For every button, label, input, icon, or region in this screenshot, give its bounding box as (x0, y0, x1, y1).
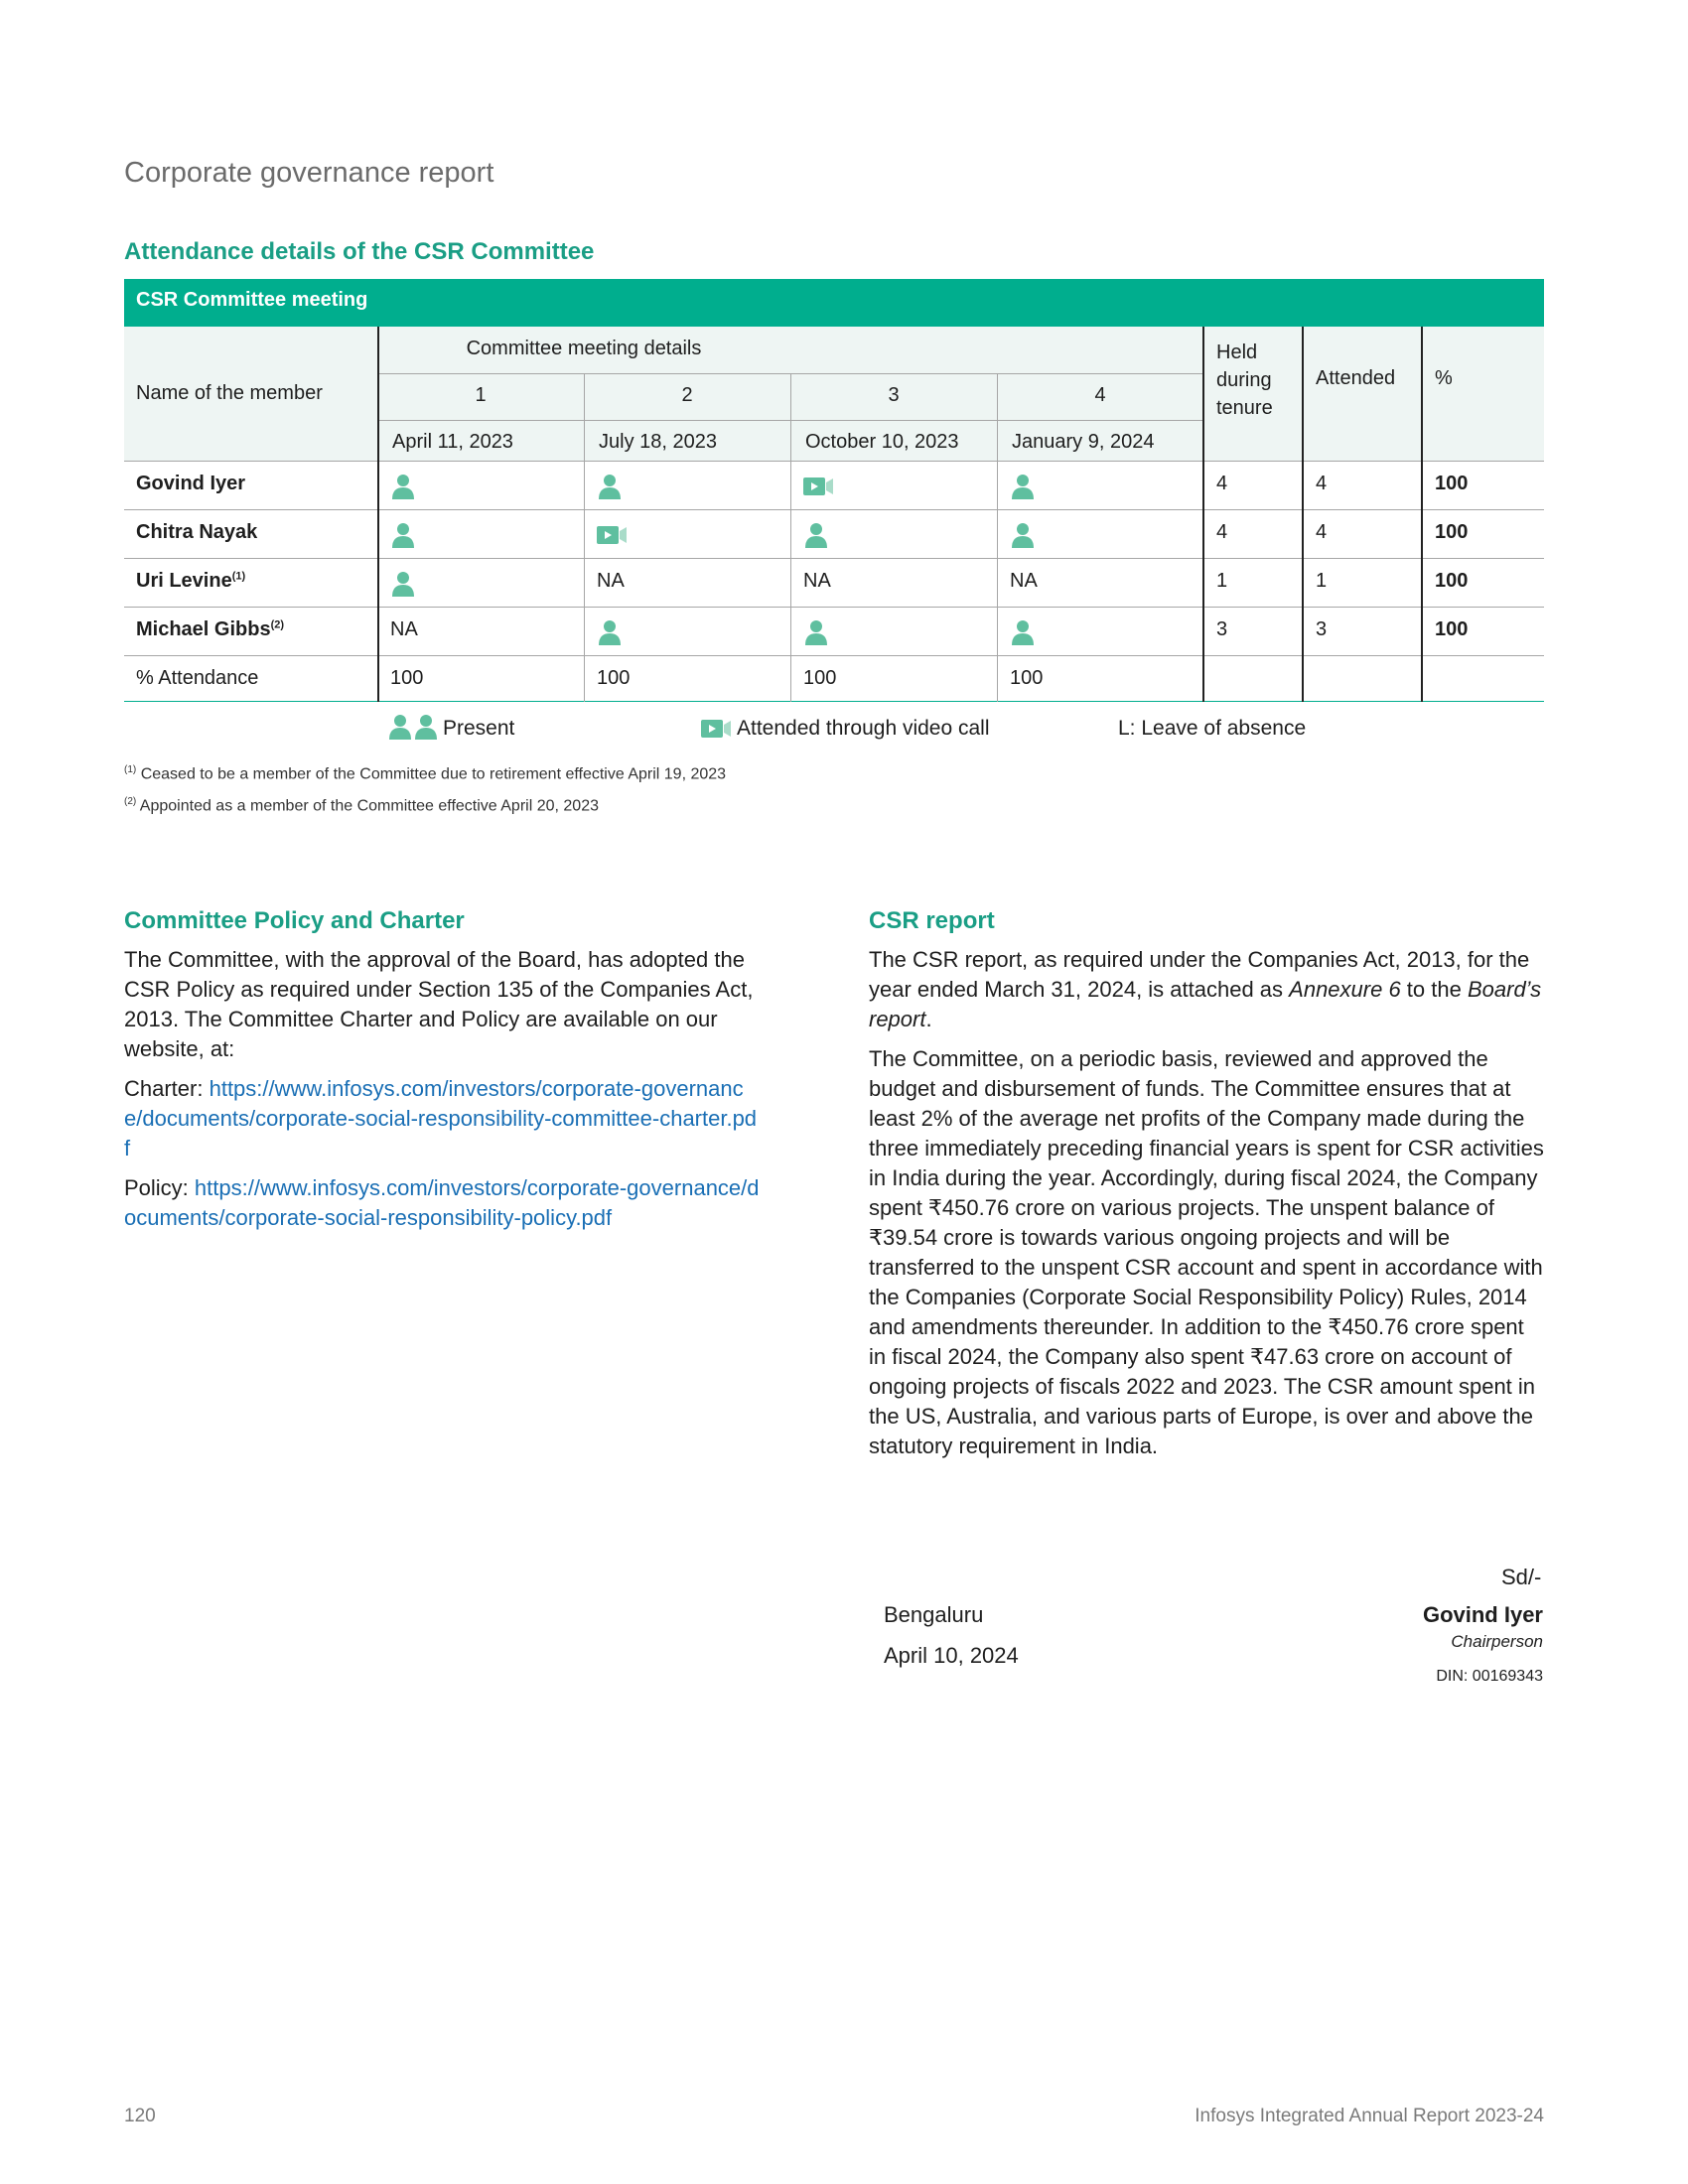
meeting-date: July 18, 2023 (599, 431, 717, 453)
present-icon (389, 713, 439, 741)
meeting-num: 3 (888, 384, 900, 406)
csr-paragraph: The Committee, on a periodic basis, reviewed and approved the budget and disbursement of funds. The Committee ensures that at least 2% of the average net profits of the Company made during the three immediately preceding financial years is spent for CSR activities in India during the year. Accordingly, during fiscal 2024, the Company spent ₹450.76 crore on various projects. The unspent balance of ₹39.54 crore is towards various ongoing projects and will be transferred to the unspent CSR account and spent in accordance with the Companies (Corporate Social Responsibility Policy) Rules, 2014 and amendments thereunder. In addition to the ₹450.76 crore spent in fiscal 2024, the Company also spent ₹47.63 crore on account of ongoing projects of fiscals 2022 and 2023. The CSR amount spent in the US, Australia, and various parts of Europe, is over and above the statutory requirement in India. (869, 1046, 1544, 1458)
meeting-date: October 10, 2023 (805, 431, 959, 453)
col-pct-header: % (1435, 367, 1453, 389)
signatory-name: Govind Iyer (1422, 1602, 1543, 1627)
policy-title: Committee Policy and Charter (124, 907, 465, 934)
member-name: Chitra Nayak (136, 521, 258, 543)
summary-value: 100 (597, 667, 631, 689)
present-icon (1010, 473, 1036, 500)
charter-link[interactable]: https://www.infosys.com/investors/corporate-governance/documents/corporate-social-responsibility-committee-charter.pdf (124, 1076, 758, 1160)
na-value: NA (1010, 570, 1038, 592)
member-name: Michael Gibbs$^{(2)}$ (136, 618, 285, 640)
pct-value: 100 (1435, 521, 1469, 543)
present-icon (390, 473, 416, 500)
sign-date: April 10, 2024 (884, 1643, 1019, 1668)
member-name: Govind Iyer (136, 473, 246, 494)
attended-value: 3 (1316, 618, 1328, 640)
meeting-date: January 9, 2024 (1012, 431, 1155, 453)
csr-title: CSR report (869, 907, 995, 934)
summary-value: 100 (390, 667, 424, 689)
present-icon (597, 618, 623, 646)
pct-value: 100 (1435, 570, 1469, 592)
attendance-table (124, 279, 1544, 702)
col-details-header: Committee meeting details (466, 338, 702, 359)
summary-value: 100 (1010, 667, 1044, 689)
na-value: NA (390, 618, 418, 640)
place: Bengaluru (884, 1602, 984, 1627)
na-value: NA (803, 570, 831, 592)
page-title: Corporate governance report (124, 157, 494, 189)
meeting-num: 4 (1094, 384, 1106, 406)
video-call-icon (597, 526, 627, 544)
present-icon (390, 570, 416, 598)
legend-video: Attended through video call (737, 717, 990, 740)
legend-present: Present (443, 717, 515, 740)
col-held-header: Held during tenure (1216, 341, 1273, 419)
held-value: 4 (1216, 473, 1228, 494)
footnote: $^{(2)}$ Appointed as a member of the Committee effective April 20, 2023 (124, 796, 599, 815)
sd-mark: Sd/- (1501, 1565, 1542, 1589)
meeting-date: April 11, 2023 (392, 431, 513, 453)
present-icon (803, 618, 829, 646)
table-grid (124, 327, 1544, 702)
attended-value: 1 (1316, 570, 1328, 592)
col-name-header: Name of the member (136, 382, 323, 404)
csr-paragraph: The CSR report, as required under the Companies Act, 2013, for the year ended March 31, 2024, is attached as Annexure 6 to the Board’s report. (869, 947, 1542, 1031)
held-value: 1 (1216, 570, 1228, 592)
report-name: Infosys Integrated Annual Report 2023-24 (1195, 2106, 1544, 2126)
pct-value: 100 (1435, 618, 1469, 640)
policy-label: Policy: (124, 1175, 195, 1200)
attended-value: 4 (1316, 521, 1328, 543)
signatory-role: Chairperson (1451, 1632, 1543, 1651)
video-call-icon (803, 478, 833, 495)
meeting-num: 2 (681, 384, 693, 406)
policy-intro: The Committee, with the approval of the Board, has adopted the CSR Policy as required under Section 135 of the Companies Act, 2013. The Committee Charter and Policy are available on our website, at: (124, 947, 754, 1061)
video-call-icon (701, 720, 731, 738)
col-attended-header: Attended (1316, 367, 1396, 389)
pct-value: 100 (1435, 473, 1469, 494)
member-name: Uri Levine$^{(1)}$ (136, 570, 246, 592)
present-icon (803, 521, 829, 549)
csr-text (869, 945, 1544, 1471)
table-title: CSR Committee meeting (124, 279, 1544, 327)
din: DIN: 00169343 (1436, 1668, 1543, 1685)
page-number: 120 (124, 2106, 156, 2126)
present-icon (1010, 521, 1036, 549)
attendance-section-title: Attendance details of the CSR Committee (124, 238, 595, 265)
held-value: 4 (1216, 521, 1228, 543)
summary-value: 100 (803, 667, 837, 689)
present-icon (1010, 618, 1036, 646)
summary-label: % Attendance (136, 667, 259, 689)
present-icon (390, 521, 416, 549)
policy-text (124, 945, 760, 1243)
legend-leave: L: Leave of absence (1118, 717, 1307, 740)
charter-label: Charter: (124, 1076, 210, 1101)
present-icon (597, 473, 623, 500)
policy-link[interactable]: https://www.infosys.com/investors/corporate-governance/documents/corporate-social-responsibility-policy.pdf (124, 1175, 760, 1230)
signatory (1423, 1602, 1543, 1686)
held-value: 3 (1216, 618, 1228, 640)
footnote: $^{(1)}$ Ceased to be a member of the Committee due to retirement effective April 19, 2023 (124, 764, 727, 783)
na-value: NA (597, 570, 625, 592)
meeting-num: 1 (475, 384, 487, 406)
attended-value: 4 (1316, 473, 1328, 494)
